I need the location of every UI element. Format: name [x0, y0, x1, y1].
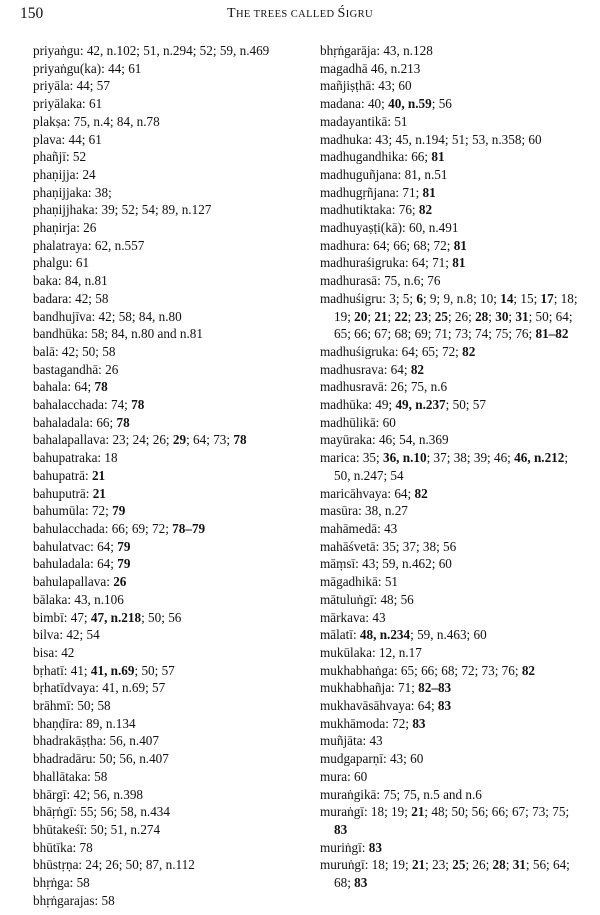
- entry-text: ;: [508, 308, 516, 324]
- index-entry: [320, 113, 582, 131]
- index-entry: [33, 803, 295, 821]
- main-reference: 21: [91, 467, 106, 483]
- entry-text: mañjiṣṭhā: 43; 60: [320, 78, 412, 94]
- entry-text: māṃsī: 43; 59, n.462; 60: [320, 556, 452, 572]
- index-entry: [33, 431, 295, 449]
- index-entry: [33, 113, 295, 131]
- entry-text: ; 26;: [447, 308, 476, 324]
- entry-text: bṛhatīdvaya: 41, n.69; 57: [33, 680, 166, 696]
- index-entry: [320, 254, 582, 272]
- entry-text: ; 18; 19;: [334, 290, 578, 324]
- index-entry: [33, 343, 295, 361]
- entry-text: bahulacchada: 66; 69; 72;: [33, 520, 173, 536]
- index-entry: [320, 343, 582, 361]
- entry-text: bhṛṅgarāja: 43, n.128: [320, 43, 433, 58]
- main-reference: 29: [172, 432, 187, 448]
- main-reference: 82: [410, 361, 425, 377]
- index-entry: [33, 644, 295, 662]
- index-entry: [320, 449, 582, 484]
- entry-text: ; 50; 64; 65; 66; 67; 68; 69; 71; 73; 74; 75; 76;: [334, 308, 573, 342]
- entry-text: madhugandhika: 66;: [320, 149, 432, 165]
- main-reference: 17: [540, 290, 554, 306]
- entry-text: phaṇijjaka: 38;: [33, 184, 112, 200]
- index-entry: [320, 715, 582, 733]
- entry-text: bahuladala: 64;: [33, 556, 118, 572]
- page-number: 150: [20, 5, 44, 22]
- entry-text: bhṛṅgarajas: 58: [33, 892, 115, 908]
- entry-text: baka: 84, n.81: [33, 273, 108, 289]
- running-title-end: IGRU: [345, 9, 373, 20]
- main-reference: 83: [412, 715, 426, 731]
- running-title-part: HE TREES CALLED: [235, 9, 338, 20]
- index-entry: [33, 732, 295, 750]
- entry-text: priyālaka: 61: [33, 96, 103, 112]
- running-title-initial: T: [227, 6, 236, 21]
- index-entry: [33, 520, 295, 538]
- index-entry: [33, 201, 295, 219]
- entry-text: mukhavāsāhvaya: 64;: [320, 698, 438, 714]
- index-entry: [320, 290, 582, 343]
- main-reference: 81: [452, 255, 466, 271]
- entry-text: madhura: 64; 66; 68; 72;: [320, 237, 454, 253]
- index-column-left: [33, 42, 295, 909]
- index-entry: [33, 786, 295, 804]
- entry-text: phaṇijja: 24: [33, 166, 96, 182]
- index-entry: [33, 573, 295, 591]
- index-entry: [33, 609, 295, 627]
- index-entry: [33, 626, 295, 644]
- entry-text: muraṅgikā: 75; 75, n.5 and n.6: [320, 786, 482, 802]
- index-entry: [320, 644, 582, 662]
- index-entry: [320, 77, 582, 95]
- index-entry: [33, 237, 295, 255]
- running-title: [20, 6, 580, 22]
- entry-text: ;: [488, 308, 496, 324]
- entry-text: mukhabhañja: 71;: [320, 680, 419, 696]
- main-reference: 28: [492, 857, 506, 873]
- index-entry: [33, 538, 295, 556]
- index-entry: [33, 148, 295, 166]
- index-entry: [33, 42, 295, 60]
- entry-text: ; 56; 64; 68;: [334, 857, 570, 891]
- entry-text: ;: [387, 308, 395, 324]
- index-entry: [33, 77, 295, 95]
- entry-text: madhūlikā: 60: [320, 414, 396, 430]
- index-entry: [33, 414, 295, 432]
- entry-text: madhuguñjana: 81, n.51: [320, 166, 448, 182]
- index-entry: [33, 591, 295, 609]
- entry-text: bahupatraka: 18: [33, 450, 118, 466]
- entry-text: bahulatvac: 64;: [33, 538, 118, 554]
- main-reference: 82: [418, 202, 433, 218]
- entry-text: mārkava: 43: [320, 609, 386, 625]
- entry-text: bastagandhā: 26: [33, 361, 119, 377]
- entry-text: ; 50; 57: [134, 662, 175, 678]
- entry-text: magadhā 46, n.213: [320, 60, 421, 76]
- main-reference: 78: [233, 432, 247, 448]
- index-entry: [33, 750, 295, 768]
- main-reference: 21: [411, 857, 426, 873]
- main-reference: 83: [354, 875, 368, 891]
- main-reference: 21: [374, 308, 388, 324]
- index-entry: [33, 839, 295, 857]
- entry-text: phalatraya: 62, n.557: [33, 237, 145, 253]
- index-entry: [33, 679, 295, 697]
- entry-text: bandhujīva: 42; 58; 84, n.80: [33, 308, 182, 324]
- entry-text: ;: [407, 308, 415, 324]
- entry-text: ;: [505, 857, 513, 873]
- entry-text: ; 23;: [425, 857, 453, 873]
- index-entry: [320, 750, 582, 768]
- entry-text: mukhabhaṅga: 65; 66; 68; 72; 73; 76;: [320, 662, 522, 678]
- main-reference: 30: [495, 308, 509, 324]
- entry-text: bhadradāru: 50; 56, n.407: [33, 751, 169, 767]
- entry-text: ; 50, n.247; 54: [334, 450, 569, 483]
- main-reference: 41, n.69: [90, 662, 135, 678]
- entry-text: bandhūka: 58; 84, n.80 and n.81: [33, 326, 203, 342]
- main-reference: 81: [431, 149, 445, 165]
- main-reference: 31: [515, 308, 529, 324]
- index-entry: [33, 325, 295, 343]
- running-title-s-initial: Ś: [337, 6, 346, 21]
- index-entry: [33, 396, 295, 414]
- index-entry: [320, 697, 582, 715]
- main-reference: 48, n.234: [359, 627, 411, 643]
- index-entry: [33, 555, 295, 573]
- index-entry: [320, 786, 582, 804]
- main-reference: 46, n.212: [514, 450, 565, 466]
- main-reference: 79: [117, 538, 131, 554]
- entry-text: mudgaparṇī: 43; 60: [320, 751, 424, 767]
- entry-text: masūra: 38, n.27: [320, 503, 408, 519]
- entry-text: phañjī: 52: [33, 149, 87, 165]
- index-entry: [320, 609, 582, 627]
- index-entry: [320, 201, 582, 219]
- entry-text: bahaladala: 66;: [33, 414, 117, 430]
- index-entry: [320, 414, 582, 432]
- entry-text: balā: 42; 50; 58: [33, 343, 116, 359]
- index-entry: [320, 148, 582, 166]
- index-entry: [320, 662, 582, 680]
- entry-text: bhallātaka: 58: [33, 768, 108, 784]
- entry-text: ; 9; 9, n.8; 10;: [422, 290, 501, 306]
- main-reference: 78: [94, 379, 108, 395]
- entry-text: bṛhatī: 41;: [33, 662, 91, 678]
- index-entry: [320, 219, 582, 237]
- entry-text: madana: 40;: [320, 96, 389, 112]
- entry-text: bhūstṛṇa: 24; 26; 50; 87, n.112: [33, 857, 195, 873]
- main-reference: 20: [354, 308, 368, 324]
- entry-text: marica: 35;: [320, 450, 383, 466]
- index-entry: [320, 573, 582, 591]
- entry-text: phaṇijjhaka: 39; 52; 54; 89, n.127: [33, 202, 212, 218]
- entry-text: bālaka: 43, n.106: [33, 591, 124, 607]
- main-reference: 25: [434, 308, 448, 324]
- index-entry: [320, 502, 582, 520]
- entry-text: bahumūla: 72;: [33, 503, 113, 519]
- index-entry: [320, 732, 582, 750]
- index-entry: [320, 591, 582, 609]
- entry-text: bahalacchada: 74;: [33, 397, 132, 413]
- main-reference: 78–79: [172, 520, 206, 536]
- main-reference: 36, n.10: [382, 450, 427, 466]
- entry-text: mātuluṅgī: 48; 56: [320, 591, 414, 607]
- index-entry: [33, 768, 295, 786]
- entry-text: bimbī: 47;: [33, 609, 91, 625]
- index-entry: [33, 856, 295, 874]
- entry-text: māgadhikā: 51: [320, 574, 399, 590]
- entry-text: madhutiktaka: 76;: [320, 202, 419, 218]
- entry-text: madhuśigru: 3; 5;: [320, 290, 417, 306]
- entry-text: muriṅgī:: [320, 839, 369, 855]
- entry-text: priyāla: 44; 57: [33, 78, 110, 94]
- index-entry: [320, 538, 582, 556]
- entry-text: bisa: 42: [33, 644, 75, 660]
- index-entry: [320, 378, 582, 396]
- index-entry: [320, 856, 582, 891]
- entry-text: mukūlaka: 12, n.17: [320, 644, 422, 660]
- entry-text: mura: 60: [320, 768, 368, 784]
- entry-text: madhuśigruka: 64; 65; 72;: [320, 343, 463, 359]
- main-reference: 78: [131, 397, 145, 413]
- entry-text: madhugṛñjana: 71;: [320, 184, 423, 200]
- index-entry: [33, 290, 295, 308]
- index-entry: [33, 697, 295, 715]
- entry-text: ; 15;: [513, 290, 541, 306]
- entry-text: bhūtīka: 78: [33, 839, 93, 855]
- entry-text: phaṇirja: 26: [33, 220, 97, 236]
- index-entry: [33, 485, 295, 503]
- entry-text: muñjāta: 43: [320, 733, 383, 749]
- index-entry: [33, 272, 295, 290]
- main-reference: 79: [112, 503, 126, 519]
- entry-text: madhūka: 49;: [320, 397, 396, 413]
- index-entry: [33, 219, 295, 237]
- entry-text: ;: [427, 308, 435, 324]
- main-reference: 82: [462, 343, 476, 359]
- index-entry: [320, 679, 582, 697]
- index-entry: [33, 361, 295, 379]
- entry-text: mālatī:: [320, 627, 360, 643]
- index-entry: [320, 768, 582, 786]
- entry-text: brāhmī: 50; 58: [33, 698, 111, 714]
- main-reference: 79: [117, 556, 131, 572]
- index-entry: [320, 626, 582, 644]
- main-reference: 82–83: [418, 680, 452, 696]
- main-reference: 49, n.237: [395, 397, 446, 413]
- entry-text: bhārgī: 42; 56, n.398: [33, 786, 144, 802]
- index-entry: [33, 502, 295, 520]
- entry-text: madhuraśigruka: 64; 71;: [320, 255, 453, 271]
- index-entry: [33, 308, 295, 326]
- entry-text: bilva: 42; 54: [33, 627, 100, 643]
- main-reference: 23: [414, 308, 428, 324]
- index-entry: [320, 60, 582, 78]
- index-entry: [33, 467, 295, 485]
- index-entry: [33, 892, 295, 910]
- entry-text: mahāmedā: 43: [320, 520, 398, 536]
- entry-text: ;: [367, 308, 375, 324]
- entry-text: ; 48; 50; 56; 66; 67; 73; 75;: [424, 804, 570, 820]
- entry-text: ; 26;: [465, 857, 493, 873]
- main-reference: 26: [113, 574, 127, 590]
- entry-text: bhāṛṅgī: 55; 56; 58, n.434: [33, 804, 170, 820]
- main-reference: 83: [334, 821, 348, 837]
- index-entry: [33, 821, 295, 839]
- index-entry: [320, 272, 582, 290]
- entry-text: bhadrakāṣṭha: 56, n.407: [33, 733, 159, 749]
- main-reference: 40, n.59: [388, 96, 432, 112]
- entry-text: priyaṅgu(ka): 44; 61: [33, 60, 142, 76]
- entry-text: bahulapallava:: [33, 574, 114, 590]
- entry-text: phalgu: 61: [33, 255, 90, 271]
- main-reference: 14: [500, 290, 514, 306]
- entry-text: bahalapallava: 23; 24; 26;: [33, 432, 173, 448]
- index-entry: [33, 184, 295, 202]
- entry-text: ; 59, n.463; 60: [410, 627, 487, 643]
- index-entry: [33, 60, 295, 78]
- index-entry: [320, 237, 582, 255]
- index-column-right: [320, 42, 582, 892]
- main-reference: 81–82: [535, 326, 569, 342]
- entry-text: muruṅgī: 18; 19;: [320, 857, 412, 873]
- entry-text: ; 64; 73;: [186, 432, 234, 448]
- entry-text: plava: 44; 61: [33, 131, 102, 147]
- entry-text: madhusrava: 64;: [320, 361, 411, 377]
- entry-text: muraṅgī: 18; 19;: [320, 804, 412, 820]
- index-entry: [33, 254, 295, 272]
- entry-text: bhūtakeśī: 50; 51, n.274: [33, 821, 161, 837]
- index-entry: [320, 396, 582, 414]
- entry-text: mayūraka: 46; 54, n.369: [320, 432, 449, 448]
- main-reference: 22: [394, 308, 408, 324]
- entry-text: ; 37; 38; 39; 46;: [426, 450, 515, 466]
- index-entry: [320, 166, 582, 184]
- main-reference: 83: [437, 698, 452, 714]
- main-reference: 78: [116, 414, 130, 430]
- main-reference: 21: [411, 804, 425, 820]
- index-entry: [33, 874, 295, 892]
- main-reference: 81: [453, 237, 467, 253]
- index-entry: [320, 803, 582, 838]
- index-entry: [320, 95, 582, 113]
- index-entry: [320, 131, 582, 149]
- entry-text: madhuka: 43; 45, n.194; 51; 53, n.358; 60: [320, 131, 542, 147]
- main-reference: 25: [452, 857, 466, 873]
- index-entry: [320, 520, 582, 538]
- index-entry: [33, 131, 295, 149]
- index-entry: [33, 378, 295, 396]
- page-header: [20, 5, 580, 27]
- main-reference: 81: [422, 184, 436, 200]
- main-reference: 21: [92, 485, 106, 501]
- entry-text: madayantikā: 51: [320, 113, 408, 129]
- index-entry: [320, 839, 582, 857]
- index-entry: [320, 555, 582, 573]
- index-entry: [33, 662, 295, 680]
- entry-text: mukhāmoda: 72;: [320, 715, 413, 731]
- entry-text: badara: 42; 58: [33, 290, 109, 306]
- main-reference: 31: [512, 857, 526, 873]
- entry-text: bahupatrā:: [33, 467, 92, 483]
- entry-text: bahala: 64;: [33, 379, 95, 395]
- index-entry: [320, 184, 582, 202]
- entry-text: priyaṅgu: 42, n.102; 51, n.294; 52; 59, n.469: [33, 43, 270, 58]
- index-entry: [320, 361, 582, 379]
- entry-text: bhṛṅga: 58: [33, 875, 90, 891]
- main-reference: 6: [416, 290, 423, 306]
- index-entry: [320, 431, 582, 449]
- main-reference: 82: [521, 662, 536, 678]
- entry-text: maricāhvaya: 64;: [320, 485, 415, 501]
- index-entry: [33, 715, 295, 733]
- main-reference: 83: [368, 839, 382, 855]
- entry-text: ; 50; 57: [445, 397, 486, 413]
- index-entry: [33, 449, 295, 467]
- main-reference: 82: [414, 485, 428, 501]
- entry-text: mahāśvetā: 35; 37; 38; 56: [320, 538, 457, 554]
- index-entry: [320, 485, 582, 503]
- entry-text: bahuputrā:: [33, 485, 93, 501]
- entry-text: bhaṇḍīra: 89, n.134: [33, 715, 136, 731]
- entry-text: madhurasā: 75, n.6; 76: [320, 273, 441, 289]
- entry-text: ; 56: [431, 96, 452, 112]
- main-reference: 28: [475, 308, 489, 324]
- index-entry: [320, 42, 582, 60]
- index-entry: [33, 95, 295, 113]
- index-entry: [33, 166, 295, 184]
- entry-text: ; 50; 56: [141, 609, 182, 625]
- entry-text: madhuyaṣṭi(kā): 60, n.491: [320, 220, 459, 236]
- entry-text: plakṣa: 75, n.4; 84, n.78: [33, 113, 160, 129]
- entry-text: madhusravā: 26; 75, n.6: [320, 379, 448, 395]
- main-reference: 47, n.218: [90, 609, 142, 625]
